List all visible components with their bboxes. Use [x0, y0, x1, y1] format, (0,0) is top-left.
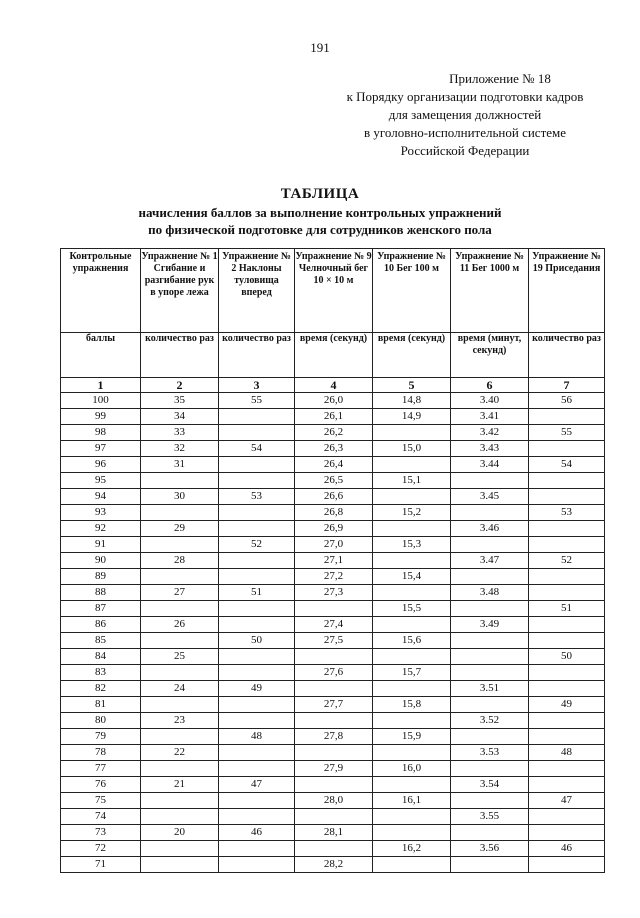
value-cell: 23	[141, 713, 219, 729]
column-header: Упражнение № 2 Наклоны туловища вперед	[219, 249, 295, 333]
value-cell: 25	[141, 649, 219, 665]
table-row	[61, 441, 605, 457]
value-cell: 3.55	[451, 809, 529, 825]
value-cell	[529, 729, 605, 745]
value-cell: 48	[219, 729, 295, 745]
heading-subtitle: начисления баллов за выполнение контрольных упражнений	[138, 205, 502, 220]
annex-title: Приложение № 18	[449, 71, 551, 86]
table-row	[61, 649, 605, 665]
value-cell: 15,2	[373, 505, 451, 521]
table-row	[61, 473, 605, 489]
annex-line: для замещения должностей	[388, 107, 542, 122]
value-cell: 3.47	[451, 553, 529, 569]
value-cell: 47	[529, 793, 605, 809]
document-heading	[0, 184, 640, 238]
column-header: Упражнение № 11 Бег 1000 м	[451, 249, 529, 333]
value-cell	[219, 841, 295, 857]
value-cell	[219, 505, 295, 521]
value-cell	[219, 761, 295, 777]
value-cell: 54	[219, 441, 295, 457]
value-cell	[451, 473, 529, 489]
score-cell: 94	[61, 489, 141, 505]
value-cell: 15,1	[373, 473, 451, 489]
table-row	[61, 681, 605, 697]
column-header: Упражнение № 19 Приседания	[529, 249, 605, 333]
value-cell	[529, 825, 605, 841]
value-cell: 26,3	[295, 441, 373, 457]
value-cell: 26,6	[295, 489, 373, 505]
value-cell: 3.56	[451, 841, 529, 857]
value-cell: 50	[529, 649, 605, 665]
value-cell: 15,8	[373, 697, 451, 713]
value-cell	[141, 505, 219, 521]
value-cell	[373, 425, 451, 441]
score-cell: 92	[61, 521, 141, 537]
value-cell: 46	[529, 841, 605, 857]
value-cell: 46	[219, 825, 295, 841]
value-cell	[529, 633, 605, 649]
table-row	[61, 809, 605, 825]
column-number: 6	[451, 378, 529, 393]
table-row	[61, 633, 605, 649]
value-cell: 27,9	[295, 761, 373, 777]
heading-subtitle: по физической подготовке для сотрудников женского пола	[148, 222, 492, 237]
value-cell	[451, 825, 529, 841]
value-cell: 3.46	[451, 521, 529, 537]
value-cell	[219, 665, 295, 681]
score-rows	[61, 393, 605, 873]
table-row	[61, 489, 605, 505]
value-cell	[373, 713, 451, 729]
value-cell: 3.48	[451, 585, 529, 601]
value-cell: 26,9	[295, 521, 373, 537]
value-cell	[373, 489, 451, 505]
scores-table	[60, 248, 605, 873]
value-cell: 3.45	[451, 489, 529, 505]
value-cell: 16,2	[373, 841, 451, 857]
value-cell: 24	[141, 681, 219, 697]
value-cell: 26,8	[295, 505, 373, 521]
value-cell	[529, 665, 605, 681]
score-cell: 79	[61, 729, 141, 745]
value-cell: 26,5	[295, 473, 373, 489]
value-cell	[141, 473, 219, 489]
score-cell: 95	[61, 473, 141, 489]
value-cell: 27,7	[295, 697, 373, 713]
value-cell: 27,1	[295, 553, 373, 569]
score-cell: 90	[61, 553, 141, 569]
value-cell	[295, 745, 373, 761]
value-cell	[295, 777, 373, 793]
value-cell	[451, 601, 529, 617]
value-cell: 3.52	[451, 713, 529, 729]
column-header: Упражнение № 10 Бег 100 м	[373, 249, 451, 333]
value-cell: 51	[529, 601, 605, 617]
table-row	[61, 537, 605, 553]
value-cell: 50	[219, 633, 295, 649]
value-cell: 35	[141, 393, 219, 409]
value-cell	[451, 761, 529, 777]
value-cell: 27,8	[295, 729, 373, 745]
unit-cell: баллы	[61, 333, 141, 378]
value-cell: 53	[529, 505, 605, 521]
value-cell: 3.40	[451, 393, 529, 409]
column-number: 2	[141, 378, 219, 393]
value-cell	[373, 825, 451, 841]
value-cell: 26	[141, 617, 219, 633]
value-cell	[373, 649, 451, 665]
value-cell	[219, 745, 295, 761]
value-cell	[373, 681, 451, 697]
score-cell: 82	[61, 681, 141, 697]
value-cell	[529, 521, 605, 537]
value-cell: 15,6	[373, 633, 451, 649]
table-row	[61, 713, 605, 729]
value-cell: 15,0	[373, 441, 451, 457]
score-cell: 96	[61, 457, 141, 473]
value-cell: 15,3	[373, 537, 451, 553]
value-cell: 56	[529, 393, 605, 409]
value-cell: 30	[141, 489, 219, 505]
value-cell: 3.43	[451, 441, 529, 457]
value-cell	[373, 777, 451, 793]
table-row	[61, 457, 605, 473]
value-cell	[219, 697, 295, 713]
value-cell: 32	[141, 441, 219, 457]
value-cell: 15,5	[373, 601, 451, 617]
table-row	[61, 729, 605, 745]
annex-line: Российской Федерации	[400, 143, 530, 158]
value-cell	[451, 537, 529, 553]
value-cell	[529, 617, 605, 633]
value-cell: 21	[141, 777, 219, 793]
value-cell	[141, 761, 219, 777]
value-cell	[373, 585, 451, 601]
value-cell	[295, 681, 373, 697]
score-cell: 85	[61, 633, 141, 649]
value-cell: 15,9	[373, 729, 451, 745]
score-cell: 84	[61, 649, 141, 665]
value-cell: 27,0	[295, 537, 373, 553]
units-row	[61, 333, 605, 378]
value-cell	[141, 841, 219, 857]
score-cell: 88	[61, 585, 141, 601]
value-cell	[529, 681, 605, 697]
column-number: 7	[529, 378, 605, 393]
value-cell	[451, 729, 529, 745]
value-cell	[219, 425, 295, 441]
value-cell: 48	[529, 745, 605, 761]
value-cell: 33	[141, 425, 219, 441]
value-cell	[373, 617, 451, 633]
score-cell: 87	[61, 601, 141, 617]
value-cell	[219, 601, 295, 617]
table-row	[61, 601, 605, 617]
heading-title: ТАБЛИЦА	[280, 186, 360, 202]
value-cell	[219, 457, 295, 473]
table-row	[61, 745, 605, 761]
value-cell	[529, 537, 605, 553]
score-cell: 97	[61, 441, 141, 457]
value-cell	[373, 457, 451, 473]
value-cell: 49	[529, 697, 605, 713]
score-cell: 73	[61, 825, 141, 841]
annex-line: в уголовно-исполнительной системе	[363, 125, 567, 140]
page-number: 191	[310, 40, 330, 55]
value-cell	[141, 569, 219, 585]
value-cell	[219, 649, 295, 665]
value-cell	[451, 857, 529, 873]
column-numbers-row	[61, 378, 605, 393]
value-cell	[141, 697, 219, 713]
unit-cell: количество раз	[529, 333, 605, 378]
value-cell	[141, 809, 219, 825]
value-cell: 14,9	[373, 409, 451, 425]
value-cell	[373, 809, 451, 825]
value-cell: 27,2	[295, 569, 373, 585]
value-cell	[451, 665, 529, 681]
value-cell: 47	[219, 777, 295, 793]
value-cell: 26,1	[295, 409, 373, 425]
value-cell	[529, 409, 605, 425]
value-cell: 27,4	[295, 617, 373, 633]
score-cell: 100	[61, 393, 141, 409]
column-header: Упражнение № 1 Сгибание и разгибание рук в упоре лежа	[141, 249, 219, 333]
value-cell: 55	[219, 393, 295, 409]
value-cell	[373, 857, 451, 873]
value-cell: 14,8	[373, 393, 451, 409]
value-cell: 54	[529, 457, 605, 473]
value-cell: 3.44	[451, 457, 529, 473]
unit-cell: количество раз	[141, 333, 219, 378]
score-cell: 80	[61, 713, 141, 729]
table-row	[61, 393, 605, 409]
score-cell: 78	[61, 745, 141, 761]
table-row	[61, 521, 605, 537]
value-cell: 26,0	[295, 393, 373, 409]
value-cell	[219, 809, 295, 825]
table-row	[61, 793, 605, 809]
value-cell: 16,1	[373, 793, 451, 809]
value-cell	[451, 793, 529, 809]
table-row	[61, 697, 605, 713]
header-row	[61, 249, 605, 333]
column-header: Упражнение № 9 Челночный бег 10 × 10 м	[295, 249, 373, 333]
value-cell	[451, 697, 529, 713]
value-cell	[219, 857, 295, 873]
value-cell	[529, 713, 605, 729]
value-cell: 28,0	[295, 793, 373, 809]
unit-cell: количество раз	[219, 333, 295, 378]
value-cell	[219, 553, 295, 569]
table-row	[61, 777, 605, 793]
value-cell: 29	[141, 521, 219, 537]
score-cell: 93	[61, 505, 141, 521]
value-cell	[451, 569, 529, 585]
score-cell: 76	[61, 777, 141, 793]
value-cell	[529, 777, 605, 793]
value-cell	[529, 857, 605, 873]
table-row	[61, 761, 605, 777]
table-row	[61, 585, 605, 601]
score-cell: 83	[61, 665, 141, 681]
value-cell: 31	[141, 457, 219, 473]
score-cell: 86	[61, 617, 141, 633]
value-cell: 52	[219, 537, 295, 553]
value-cell: 52	[529, 553, 605, 569]
value-cell	[529, 569, 605, 585]
value-cell	[141, 665, 219, 681]
value-cell	[373, 521, 451, 537]
value-cell: 49	[219, 681, 295, 697]
value-cell	[141, 857, 219, 873]
table-row	[61, 617, 605, 633]
score-cell: 72	[61, 841, 141, 857]
score-cell: 77	[61, 761, 141, 777]
score-cell: 98	[61, 425, 141, 441]
unit-cell: время (секунд)	[373, 333, 451, 378]
value-cell	[141, 633, 219, 649]
column-number: 3	[219, 378, 295, 393]
value-cell: 28,1	[295, 825, 373, 841]
table-row	[61, 825, 605, 841]
value-cell	[219, 617, 295, 633]
value-cell	[295, 841, 373, 857]
value-cell: 55	[529, 425, 605, 441]
value-cell: 15,7	[373, 665, 451, 681]
table-row	[61, 841, 605, 857]
value-cell	[529, 473, 605, 489]
table-row	[61, 569, 605, 585]
value-cell: 28,2	[295, 857, 373, 873]
value-cell: 3.49	[451, 617, 529, 633]
value-cell	[219, 409, 295, 425]
value-cell: 22	[141, 745, 219, 761]
table-row	[61, 553, 605, 569]
score-cell: 75	[61, 793, 141, 809]
value-cell: 16,0	[373, 761, 451, 777]
value-cell: 27,6	[295, 665, 373, 681]
table-row	[61, 505, 605, 521]
annex-line: к Порядку организации подготовки кадров	[346, 89, 584, 104]
unit-cell: время (секунд)	[295, 333, 373, 378]
table-row	[61, 857, 605, 873]
score-cell: 99	[61, 409, 141, 425]
column-number: 4	[295, 378, 373, 393]
value-cell: 3.54	[451, 777, 529, 793]
value-cell	[529, 761, 605, 777]
score-cell: 89	[61, 569, 141, 585]
value-cell	[529, 489, 605, 505]
column-number: 1	[61, 378, 141, 393]
table-row	[61, 665, 605, 681]
annex-block	[300, 70, 630, 160]
value-cell	[295, 809, 373, 825]
value-cell	[219, 473, 295, 489]
value-cell: 3.51	[451, 681, 529, 697]
unit-cell: время (минут, секунд)	[451, 333, 529, 378]
value-cell: 3.42	[451, 425, 529, 441]
column-header: Контрольные упражнения	[61, 249, 141, 333]
value-cell	[451, 505, 529, 521]
value-cell	[529, 809, 605, 825]
value-cell: 53	[219, 489, 295, 505]
value-cell	[373, 553, 451, 569]
value-cell: 26,2	[295, 425, 373, 441]
score-cell: 91	[61, 537, 141, 553]
value-cell: 26,4	[295, 457, 373, 473]
value-cell: 3.41	[451, 409, 529, 425]
value-cell	[295, 601, 373, 617]
score-cell: 74	[61, 809, 141, 825]
value-cell: 34	[141, 409, 219, 425]
score-cell: 71	[61, 857, 141, 873]
value-cell	[141, 729, 219, 745]
column-number: 5	[373, 378, 451, 393]
value-cell: 27,3	[295, 585, 373, 601]
value-cell	[141, 793, 219, 809]
value-cell: 28	[141, 553, 219, 569]
table-row	[61, 425, 605, 441]
value-cell: 15,4	[373, 569, 451, 585]
value-cell: 3.53	[451, 745, 529, 761]
value-cell: 27	[141, 585, 219, 601]
value-cell	[451, 649, 529, 665]
score-cell: 81	[61, 697, 141, 713]
value-cell: 27,5	[295, 633, 373, 649]
value-cell	[219, 521, 295, 537]
value-cell: 51	[219, 585, 295, 601]
value-cell	[141, 601, 219, 617]
value-cell	[529, 585, 605, 601]
value-cell	[295, 713, 373, 729]
value-cell	[141, 537, 219, 553]
value-cell	[219, 713, 295, 729]
value-cell	[451, 633, 529, 649]
table-row	[61, 409, 605, 425]
value-cell	[373, 745, 451, 761]
value-cell	[295, 649, 373, 665]
value-cell	[219, 793, 295, 809]
value-cell	[529, 441, 605, 457]
value-cell: 20	[141, 825, 219, 841]
value-cell	[219, 569, 295, 585]
